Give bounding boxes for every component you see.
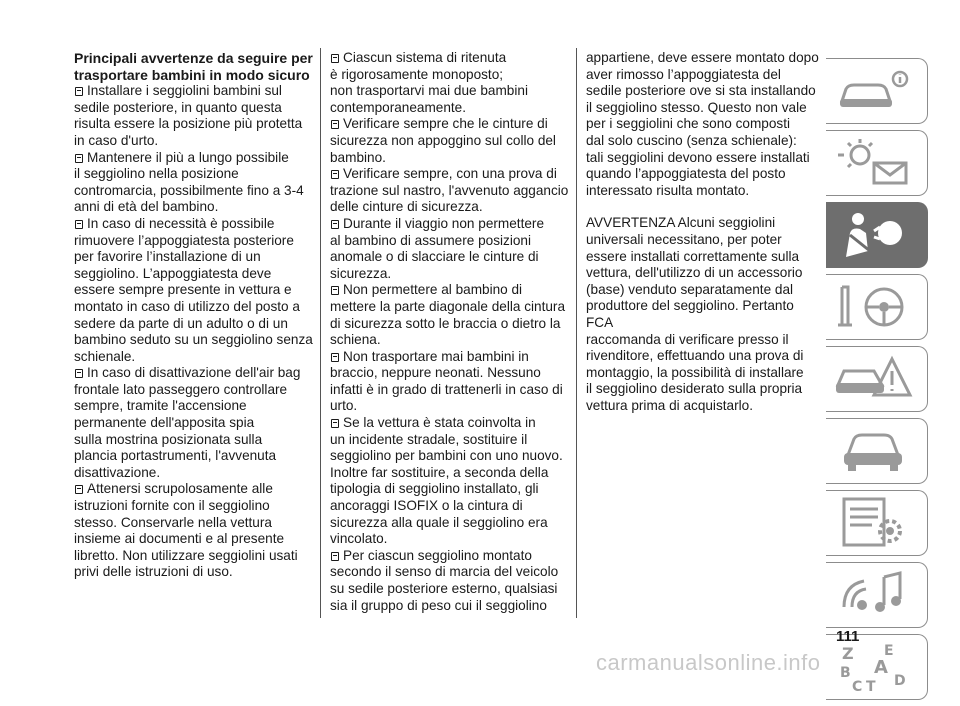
paragraph-line: rivenditore, effettuando una prova di [586, 348, 804, 364]
svg-text:T: T [866, 679, 876, 695]
bullet-line: in caso d'urto. [74, 132, 159, 148]
bullet-line: insieme ai documenti e al presente [74, 531, 285, 547]
bullet-line: di sicurezza sotto le braccia o dietro la [330, 315, 561, 331]
multimedia-icon [834, 567, 914, 623]
bullet-box-icon [75, 485, 83, 494]
bullet-item [330, 216, 570, 282]
bullet-line: istruzioni fornite con il seggiolino [74, 498, 270, 514]
bullet-line: urto. [330, 398, 358, 414]
bullet-line: sedere da parte di un adulto o di un [74, 315, 288, 331]
bullet-box-icon [75, 220, 83, 229]
svg-text:E: E [884, 643, 894, 659]
tab-specs[interactable] [826, 490, 928, 556]
bullet-line: sicurezza non appoggino sul collo del [330, 132, 556, 148]
index-letters-icon [834, 639, 914, 695]
paragraph-line: montaggio, la possibilità di installare [586, 364, 804, 380]
bullet-line: permanente dell'apposita spia [74, 415, 255, 431]
bullet-line: Verificare sempre che le cinture di [343, 116, 548, 132]
bullet-line: Installare i seggiolini bambini sul [87, 83, 282, 99]
bullet-line: Se la vettura è stata coinvolta in [343, 415, 536, 431]
paragraph-line: AVVERTENZA Alcuni seggiolini [586, 215, 776, 231]
bullet-line: rimuovere l’appoggiatesta posteriore [74, 232, 294, 248]
bullet-line: stesso. Conservarle nella vettura [74, 514, 272, 530]
steering-key-icon [834, 279, 914, 335]
bullet-item [330, 50, 570, 116]
paragraph-line: raccomanda di verificare presso il [586, 331, 789, 347]
paragraph-line: interessato risulta montato. [586, 182, 750, 198]
bullet-line: seggiolino per bambini con uno nuovo. [330, 448, 563, 464]
car-info-icon [834, 63, 914, 119]
bullet-list [74, 83, 314, 581]
paragraph-line: per i seggiolini che sono composti [586, 116, 791, 132]
bullet-line: secondo il senso di marcia del veicolo [330, 564, 559, 580]
bullet-line: schiena. [330, 332, 381, 348]
paragraph-line: appartiene, deve essere montato dopo [586, 50, 819, 65]
bullet-box-icon [331, 120, 339, 129]
bullet-line: plancia portastrumenti, l'avvenuta [74, 448, 277, 464]
bullet-line: In caso di disattivazione dell'air bag [87, 365, 301, 381]
paragraph-line: essere installati correttamente sulla [586, 248, 800, 264]
bullet-item [74, 150, 314, 216]
lights-mail-icon [834, 135, 914, 191]
svg-text:C: C [852, 679, 863, 695]
bullet-line: essere sempre presente in vettura e [74, 282, 292, 298]
bullet-box-icon [331, 419, 339, 428]
bullet-line: un incidente stradale, sostituire il [330, 431, 528, 447]
bullet-box-icon [331, 286, 339, 295]
bullet-item [330, 166, 570, 216]
bullet-line: ancoraggi ISOFIX o la cintura di [330, 498, 523, 514]
column-left [74, 50, 314, 581]
bullet-line: anni di età del bambino. [74, 199, 219, 215]
bullet-line: contemporaneamente. [330, 99, 467, 115]
bullet-line: privi delle istruzioni di uso. [74, 564, 233, 580]
bullet-box-icon [331, 353, 339, 362]
safety-airbag-icon [834, 207, 914, 263]
heading-line-2: trasportare bambini in modo sicuro [74, 66, 310, 83]
heading-line-1: Principali avvertenze da seguire per [74, 50, 313, 66]
bullet-line: Attenersi scrupolosamente alle [87, 481, 273, 497]
bullet-line: sia il gruppo di peso cui il seggiolino [330, 597, 547, 613]
bullet-item [330, 548, 570, 614]
bullet-line: contromarcia, possibilmente fino a 3-4 [74, 182, 304, 198]
bullet-line: Verificare sempre, con una prova di [343, 166, 557, 182]
tab-warning[interactable] [826, 346, 928, 412]
column-middle [330, 50, 570, 614]
paragraph-line: dal solo cuscino (senza schienale): [586, 132, 797, 148]
paragraph-line: vettura, dell'utilizzo di un accessorio [586, 265, 803, 281]
tab-steering-key[interactable] [826, 274, 928, 340]
watermark: carmanualsonline.info [596, 650, 821, 675]
tab-multimedia[interactable] [826, 562, 928, 628]
paragraph-line: aver rimosso l’appoggiatesta del [586, 66, 781, 82]
paragraph-line: (base) venduto separatamente dal [586, 281, 794, 297]
bullet-box-icon [331, 54, 339, 63]
bullet-line: mettere la parte diagonale della cintura [330, 298, 566, 314]
bullet-line: sempre, tramite l'accensione [74, 398, 247, 414]
bullet-line: Durante il viaggio non permettere [343, 215, 544, 231]
svg-text:D: D [894, 673, 906, 689]
bullet-line: è rigorosamente monoposto; [330, 66, 504, 82]
bullet-item [74, 481, 314, 581]
bullet-box-icon [75, 87, 83, 96]
svg-text:A: A [874, 657, 888, 678]
bullet-line: braccio, neppure neonati. Nessuno [330, 365, 541, 381]
bullet-line: per favorire l’installazione di un [74, 249, 261, 265]
tab-car-info[interactable] [826, 58, 928, 124]
bullet-line: sedile posteriore, in quanto questa [74, 99, 282, 115]
tab-car-service[interactable] [826, 418, 928, 484]
bullet-line: frontale lato passeggero controllare [74, 381, 288, 397]
column-divider-2 [576, 48, 577, 618]
bullet-line: Ciascun sistema di ritenuta [343, 50, 507, 65]
bullet-line: anomale o di slacciare le cinture di [330, 249, 539, 265]
bullet-line: seggiolino. L’appoggiatesta deve [74, 265, 272, 281]
specs-gear-icon [834, 495, 914, 551]
warning-car-icon [834, 351, 914, 407]
bullet-item [74, 365, 314, 481]
bullet-line: sulla mostrina posizionata sulla [74, 431, 263, 447]
paragraph-line: universali necessitano, per poter [586, 231, 782, 247]
paragraph-line: il seggiolino desiderato sulla propria [586, 381, 803, 397]
warning-paragraph [586, 215, 822, 414]
chapter-tabs-sidebar [826, 58, 930, 706]
bullet-item [74, 83, 314, 149]
tab-safety[interactable] [826, 202, 928, 268]
bullet-line: vincolato. [330, 531, 388, 547]
bullet-line: libretto. Non utilizzare seggiolini usati [74, 547, 298, 563]
bullet-line: su sedile posteriore esterno, qualsiasi [330, 581, 558, 596]
bullet-line: risulta essere la posizione più protetta [74, 116, 303, 132]
bullet-line: montato in caso di utilizzo del posto a [74, 298, 300, 314]
bullet-line: Per ciascun seggiolino montato [343, 547, 532, 563]
bullet-line: In caso di necessità è possibile [87, 215, 275, 231]
bullet-line: bambino. [330, 149, 386, 165]
bullet-line: Non trasportare mai bambini in [343, 348, 529, 364]
paragraph-line: vettura prima di acquistarlo. [586, 397, 753, 413]
svg-text:B: B [840, 665, 851, 681]
section-heading [74, 50, 314, 83]
bullet-box-icon [75, 369, 83, 378]
paragraph-line: quando l’appoggiatesta del posto [586, 166, 786, 182]
bullet-line: Mantenere il più a lungo possibile [87, 149, 289, 165]
bullet-item [330, 116, 570, 166]
bullet-item [330, 415, 570, 548]
bullet-line: Non permettere al bambino di [343, 282, 523, 298]
continuation-paragraph [586, 50, 822, 199]
bullet-line: al bambino di assumere posizioni [330, 232, 531, 248]
bullet-line: bambino seduto su un seggiolino senza [74, 332, 313, 348]
bullet-line: schienale. [74, 348, 136, 364]
bullet-line: trazione sul nastro, l'avvenuto aggancio [330, 182, 569, 198]
bullet-line: non trasportarvi mai due bambini [330, 83, 528, 99]
paragraph-line: tali seggiolini devono essere installati [586, 149, 810, 165]
bullet-box-icon [331, 220, 339, 229]
bullet-item [330, 282, 570, 348]
bullet-box-icon [75, 154, 83, 163]
bullet-list [330, 50, 570, 614]
paragraph-line: produttore del seggiolino. Pertanto FCA [586, 298, 794, 330]
svg-text:Z: Z [842, 644, 854, 663]
paragraph-line: sedile posteriore ove si sta installando [586, 83, 816, 99]
tab-lights-mail[interactable] [826, 130, 928, 196]
bullet-box-icon [331, 170, 339, 179]
bullet-item [330, 349, 570, 415]
bullet-item [74, 216, 314, 365]
bullet-line: disattivazione. [74, 464, 161, 480]
page-number: 111 [836, 628, 860, 645]
column-right [586, 50, 822, 414]
column-divider-1 [320, 48, 321, 618]
bullet-line: tipologia di seggiolino installato, gli [330, 481, 539, 497]
paragraph-line: il seggiolino stesso. Questo non vale [586, 99, 807, 115]
bullet-line: sicurezza. [330, 265, 392, 281]
car-service-icon [834, 423, 914, 479]
bullet-box-icon [331, 552, 339, 561]
bullet-line: infatti è in grado di trattenerli in caso di [330, 381, 563, 397]
bullet-line: sicurezza alla quale il seggiolino era [330, 514, 548, 530]
bullet-line: delle cinture di sicurezza. [330, 199, 483, 215]
bullet-line: Inoltre far sostituire, a seconda della [330, 464, 549, 480]
bullet-line: il seggiolino nella posizione [74, 166, 239, 182]
